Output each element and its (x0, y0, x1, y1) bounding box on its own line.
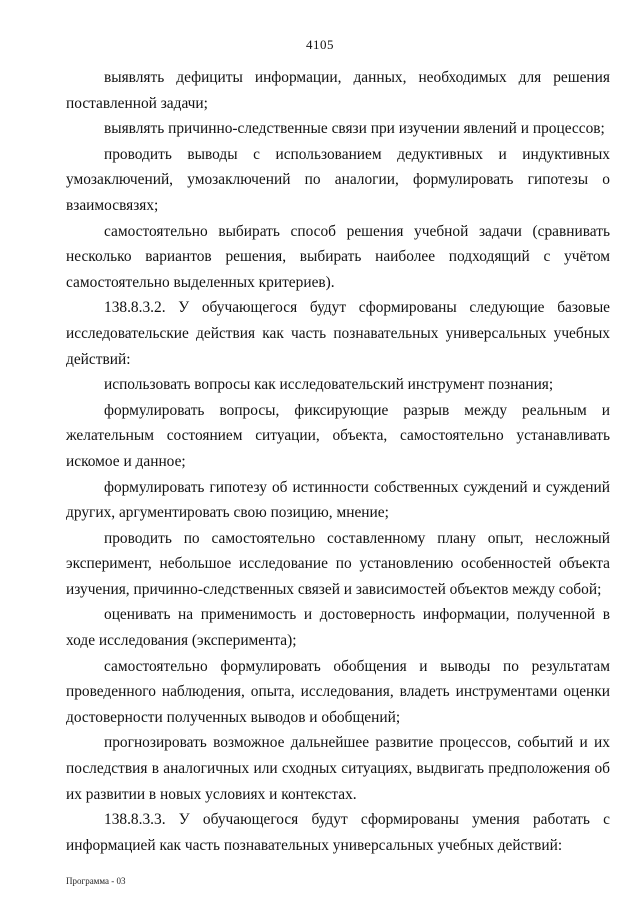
paragraph: оценивать на применимость и достоверность информации, полученной в ходе исследования (эксперимента); (66, 606, 610, 650)
paragraph: выявлять причинно-следственные связи при изучении явлений и процессов; (104, 120, 605, 138)
paragraph: формулировать гипотезу об истинности собственных суждений и суждений других, аргументировать свою позицию, мнение; (66, 478, 610, 522)
document-body (66, 65, 610, 858)
paragraph: самостоятельно формулировать обобщения и выводы по результатам проведенного наблюдения, опыта, исследования, владеть инструментами оценки достоверности полученных выводов и обобщений; (66, 657, 610, 726)
paragraph: проводить выводы с использованием дедуктивных и индуктивных умозаключений, умозаключений по аналогии, формулировать гипотезы о взаимосвязях; (66, 145, 610, 214)
paragraph-section-138-8-3-2: 138.8.3.2. У обучающегося будут сформированы следующие базовые исследовательские действия как часть познавательных универсальных учебных действий: (66, 299, 610, 368)
paragraph: выявлять дефициты информации, данных, необходимых для решения поставленной задачи; (66, 69, 610, 112)
paragraph-section-138-8-3-3: 138.8.3.3. У обучающегося будут сформированы умения работать с информацией как часть познавательных универсальных учебных действий: (66, 811, 610, 854)
page-number: 4105 (306, 37, 334, 52)
paragraph: формулировать вопросы, фиксирующие разрыв между реальным и желательным состоянием ситуации, объекта, самостоятельно устанавливать искомое и данное; (66, 401, 610, 470)
paragraph: проводить по самостоятельно составленному плану опыт, несложный эксперимент, небольшое исследование по установлению особенностей объекта изучения, причинно-следственных связей и зависимостей объектов между собой; (66, 529, 610, 598)
paragraph: использовать вопросы как исследовательский инструмент познания; (104, 376, 554, 394)
paragraph: самостоятельно выбирать способ решения учебной задачи (сравнивать несколько вариантов решения, выбирать наиболее подходящий с учётом самостоятельно выделенных критериев). (66, 222, 610, 291)
page-footer: Программа - 03 (66, 876, 126, 886)
paragraph: прогнозировать возможное дальнейшее развитие процессов, событий и их последствия в аналогичных или сходных ситуациях, выдвигать предположения об их развитии в новых условиях и контекстах. (66, 734, 610, 803)
